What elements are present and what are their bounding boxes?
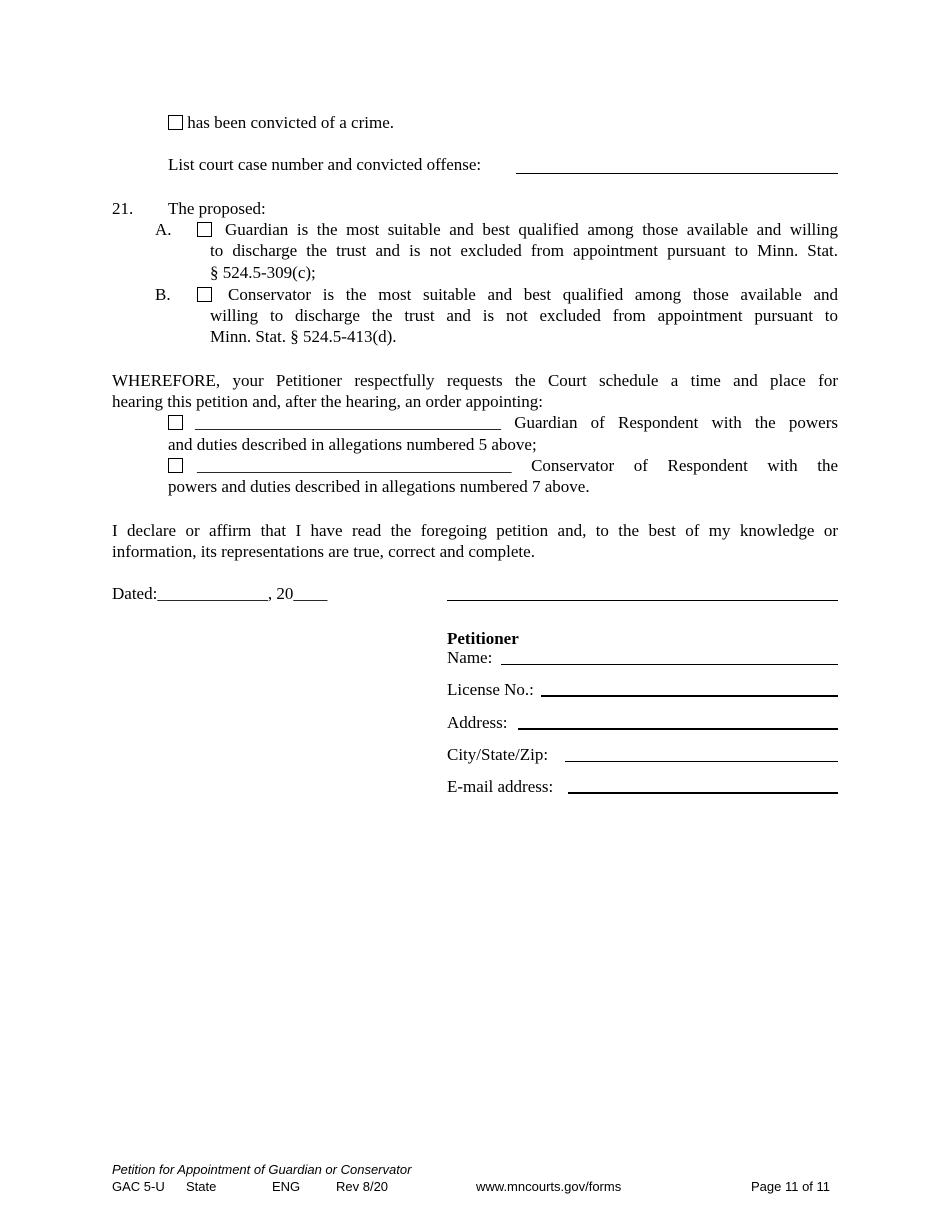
conservator-appoint-line2: powers and duties described in allegations numbered 7 above. [168,477,590,496]
guardian-appoint-line2: and duties described in allegations numbered 5 above; [168,435,537,454]
license-field[interactable] [541,695,838,697]
conservator-qualified-checkbox[interactable] [197,287,212,302]
email-label: E-mail address: [447,777,554,796]
footer-form-code: GAC 5-U [112,1179,165,1194]
footer-language: ENG [272,1179,301,1194]
dated-field[interactable]: Dated:_____________, 20____ [112,584,328,603]
footer-revision: Rev 8/20 [336,1179,389,1194]
guardian-appoint-checkbox-wrap [168,412,183,433]
guardian-appoint-checkbox[interactable] [168,415,183,430]
conservator-appoint-line1: _____________________________________ Conservator of Respondent with the [197,456,838,475]
item-21b-line1: Conservator is the most suitable and best qualified among those available and [228,285,838,304]
email-field[interactable] [568,792,838,794]
address-label: Address: [447,713,508,732]
declare-line1: I declare or affirm that I have read the foregoing petition and, to the best of my knowledge or [112,521,838,540]
case-number-field[interactable] [516,173,838,174]
footer-jurisdiction: State [186,1179,217,1194]
item-21a-letter: A. [155,220,172,239]
item-21a-line3: § 524.5-309(c); [210,263,316,282]
city-state-zip-label: City/State/Zip: [447,745,549,764]
conservator-appoint-checkbox-wrap [168,455,183,476]
item-21-number: 21. [112,199,134,218]
item-21b-line2: willing to discharge the trust and is not excluded from appointment pursuant to [210,306,838,325]
declare-line2: information, its representations are true, correct and complete. [112,542,535,561]
footer-form-title: Petition for Appointment of Guardian or Conservator [112,1162,412,1177]
petitioner-name-field[interactable] [501,664,838,665]
conservator-appoint-checkbox[interactable] [168,458,183,473]
guardian-qualified-checkbox[interactable] [197,222,212,237]
item-21a-line1: Guardian is the most suitable and best qualified among those available and willing [225,220,838,239]
wherefore-line2: hearing this petition and, after the hearing, an order appointing: [112,392,544,411]
item-21b-checkbox-wrap [197,284,212,305]
signature-line[interactable] [447,600,838,601]
wherefore-line1: WHEREFORE, your Petitioner respectfully requests the Court schedule a time and place for [112,371,838,390]
item-21b-line3: Minn. Stat. § 524.5-413(d). [210,327,397,346]
item-21-intro: The proposed: [168,199,266,218]
address-field[interactable] [518,728,838,730]
crime-checkbox-label: has been convicted of a crime. [187,113,394,132]
footer-page-number: Page 11 of 11 [751,1179,831,1194]
crime-checkbox-row [168,112,394,133]
footer-website: www.mncourts.gov/forms [476,1179,622,1194]
case-number-label: List court case number and convicted offense: [168,155,482,174]
item-21b-letter: B. [155,285,171,304]
item-21a-line2: to discharge the trust and is not excluded from appointment pursuant to Minn. Stat. [210,241,838,260]
petitioner-heading: Petitioner [447,629,519,648]
crime-checkbox[interactable] [168,115,183,130]
petitioner-name-label: Name: [447,648,493,667]
item-21a-checkbox-wrap [197,219,212,240]
license-label: License No.: [447,680,534,699]
guardian-appoint-line1: ____________________________________ Guardian of Respondent with the powers [195,413,838,432]
city-state-zip-field[interactable] [565,761,838,762]
